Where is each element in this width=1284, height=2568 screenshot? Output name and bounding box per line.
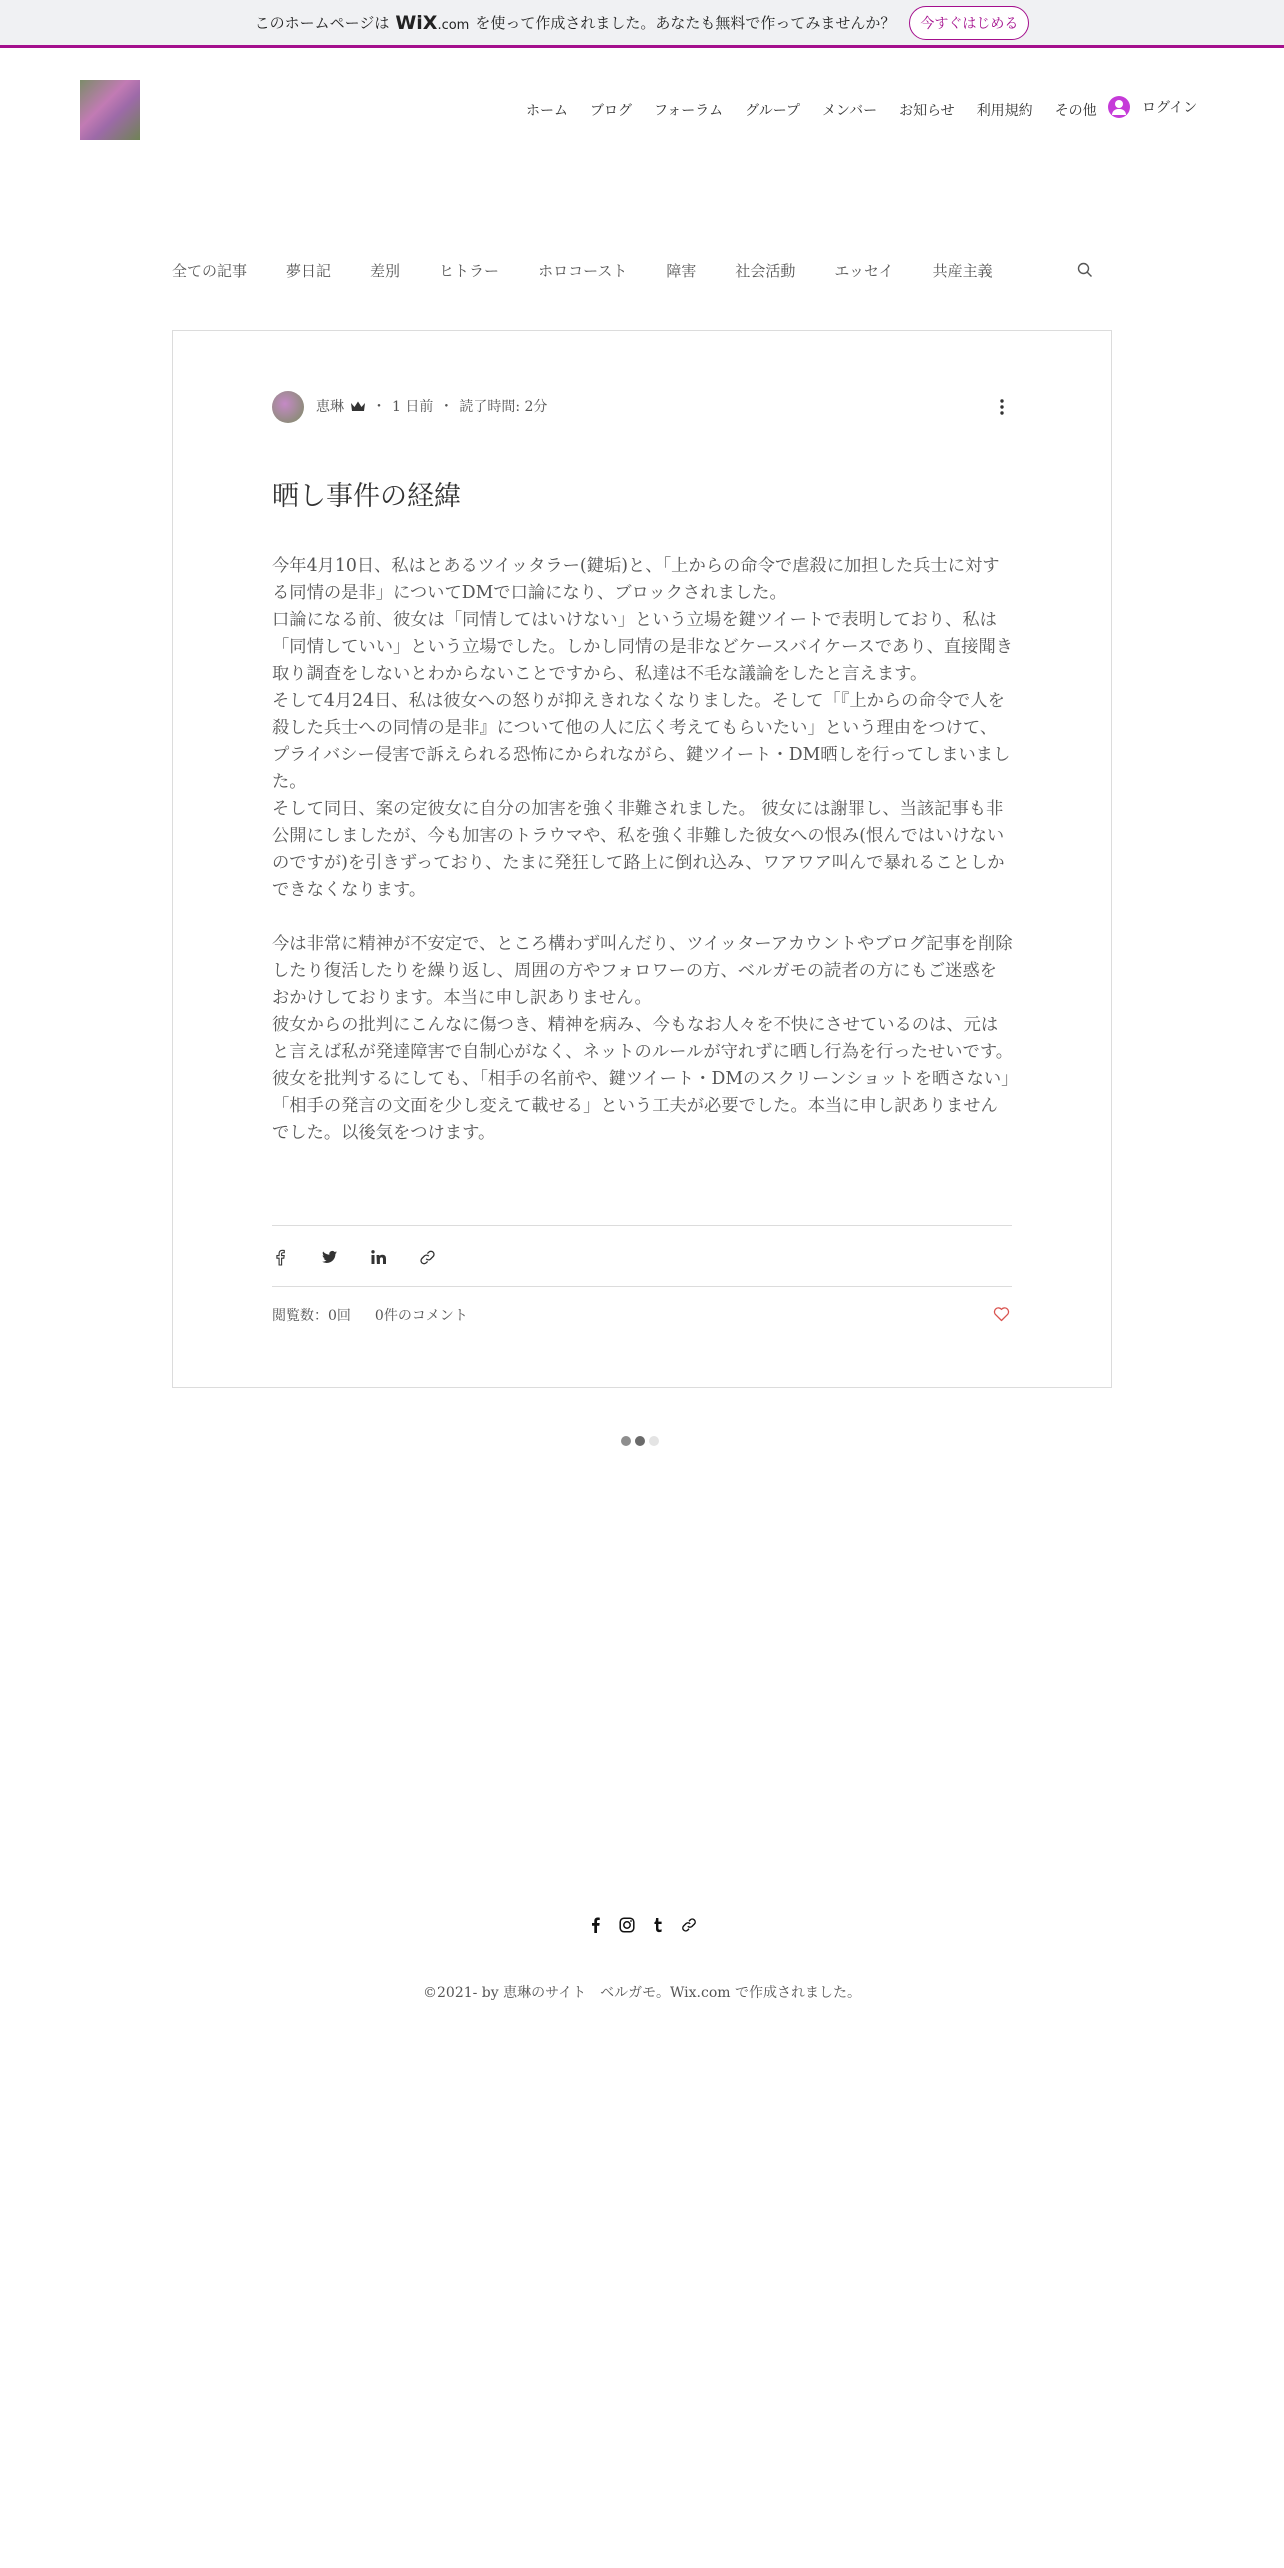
category-hitler[interactable]: ヒトラー — [439, 262, 500, 280]
author-avatar[interactable] — [272, 391, 304, 423]
wix-banner-content — [0, 0, 1284, 45]
banner-text-after: を使って作成されました。あなたも無料で作ってみませんか？ — [475, 14, 896, 32]
post-stats — [272, 1305, 468, 1325]
post-paragraph: 今は非常に精神が不安定で、ところ構わず叫んだり、ツイッターアカウントやブログ記事を削除したり復活したりを繰り返し、周囲の方やフォロワーの方、ベルガモの読者の方にもご迷惑をおかけしております。本当に申し訳ありません。 — [272, 934, 1013, 1008]
read-time: 読了時間: 2分 — [459, 399, 548, 415]
post-paragraph: そして同日、案の定彼女に自分の加害を強く非難されました。 彼女には謝罪し、当該記事も非公開にしましたが、今も加害のトラウマや、私を強く非難した彼女への恨み(恨んではいけないのですが)を引きずっており、たまに発狂して路上に倒れ込み、ワアワア叫んで暴れることしかできなくなります。 — [272, 799, 1005, 900]
instagram-icon[interactable] — [619, 1917, 635, 1933]
nav-item-blog[interactable]: ブログ — [590, 103, 632, 119]
post-title: 晒し事件の経緯 — [272, 481, 461, 512]
login-label: ログイン — [1142, 100, 1198, 116]
post-date: 1 日前 — [392, 399, 434, 415]
meta-separator: ・ — [372, 399, 386, 415]
post-paragraph: 口論になる前、彼女は「同情してはいけない」という立場を鍵ツイートで表明しており、私は「同情していい」という立場でした。しかし同情の是非などケースバイケースであり、直接聞き取り調査をしないとわからないことですから、私達は不毛な議論をしたと言えます。 — [272, 610, 1014, 684]
meta-separator: ・ — [439, 399, 454, 415]
facebook-icon[interactable] — [272, 1249, 289, 1266]
category-dream-diary[interactable]: 夢日記 — [286, 262, 332, 280]
banner-text-before: このホームページは — [254, 14, 390, 32]
linkedin-icon[interactable] — [370, 1249, 387, 1266]
nav-item-terms[interactable]: 利用規約 — [976, 103, 1033, 119]
nav-item-members[interactable]: メンバー — [822, 103, 878, 119]
link-icon[interactable] — [419, 1249, 436, 1266]
loading-indicator — [621, 1436, 659, 1446]
start-now-button[interactable]: 今すぐはじめる — [909, 6, 1029, 40]
category-communism[interactable]: 共産主義 — [932, 262, 993, 280]
footer-copyright: ©2021- by 恵琳のサイト ベルガモ。Wix.com で作成されました。 — [423, 1985, 861, 2001]
category-all[interactable]: 全ての記事 — [172, 262, 248, 280]
search-icon[interactable] — [1077, 262, 1093, 278]
share-bar — [272, 1249, 436, 1266]
post-paragraph: 彼女を批判するにしても、「相手の名前や、鍵ツイート・DMのスクリーンショットを晒さない」「相手の発言の文面を少し変えて載せる」という工夫が必要でした。本当に申し訳ありませんでした。以後気をつけます。 — [272, 1069, 1010, 1143]
category-holocaust[interactable]: ホロコースト — [538, 262, 628, 280]
tumblr-icon[interactable] — [650, 1917, 666, 1933]
social-bar — [588, 1917, 697, 1933]
heart-icon[interactable] — [993, 1306, 1010, 1322]
login-button[interactable] — [1108, 96, 1197, 118]
crown-icon — [350, 400, 366, 412]
comment-count[interactable]: 0件のコメント — [374, 1308, 468, 1324]
loading-dot — [621, 1436, 631, 1446]
divider — [272, 1286, 1012, 1287]
wix-logo[interactable]: WiX.com — [395, 11, 470, 34]
blog-categories — [172, 260, 1032, 281]
twitter-icon[interactable] — [321, 1249, 338, 1266]
category-disability[interactable]: 障害 — [666, 262, 697, 280]
link-icon[interactable] — [681, 1917, 697, 1933]
divider — [272, 1225, 1012, 1226]
nav-item-groups[interactable]: グループ — [745, 103, 801, 119]
more-options-icon[interactable] — [1000, 399, 1004, 415]
nav-item-home[interactable]: ホーム — [526, 103, 568, 119]
facebook-icon[interactable] — [588, 1917, 604, 1933]
category-discrimination[interactable]: 差別 — [370, 262, 401, 280]
loading-dot — [635, 1436, 645, 1446]
view-count: 閲覧数：0回 — [272, 1308, 351, 1324]
nav-item-forum[interactable]: フォーラム — [654, 103, 724, 119]
nav-item-news[interactable]: お知らせ — [899, 103, 955, 119]
paragraph-spacer — [272, 904, 1014, 931]
post-body — [272, 553, 1014, 1147]
nav-item-more[interactable]: その他 — [1054, 103, 1097, 119]
author-name[interactable]: 恵琳 — [316, 399, 344, 415]
post-paragraph: 彼女からの批判にこんなに傷つき、精神を病み、今もなお人々を不快にさせているのは、元はと言えば私が発達障害で自制心がなく、ネットのルールが守れずに晒し行為を行ったせいです。 — [272, 1015, 1014, 1062]
category-essay[interactable]: エッセイ — [834, 262, 894, 280]
wix-banner — [0, 0, 1284, 48]
main-nav — [515, 100, 1108, 122]
user-avatar-icon — [1108, 96, 1130, 118]
loading-dot — [649, 1436, 659, 1446]
post-meta — [316, 396, 547, 416]
site-logo[interactable] — [80, 80, 140, 140]
category-social-activism[interactable]: 社会活動 — [735, 262, 796, 280]
post-paragraph: そして4月24日、私は彼女への怒りが抑えきれなくなりました。そして「『上からの命令で人を殺した兵士への同情の是非』について他の人に広く考えてもらいたい」という理由をつけて、プライバシー侵害で訴えられる恐怖にかられながら、鍵ツイート・DM晒しを行ってしまいました。 — [272, 691, 1011, 792]
post-paragraph: 今年4月10日、私はとあるツイッタラー(鍵垢)と、「上からの命令で虐殺に加担した兵士に対する同情の是非」についてDMで口論になり、ブロックされました。 — [272, 556, 1000, 603]
